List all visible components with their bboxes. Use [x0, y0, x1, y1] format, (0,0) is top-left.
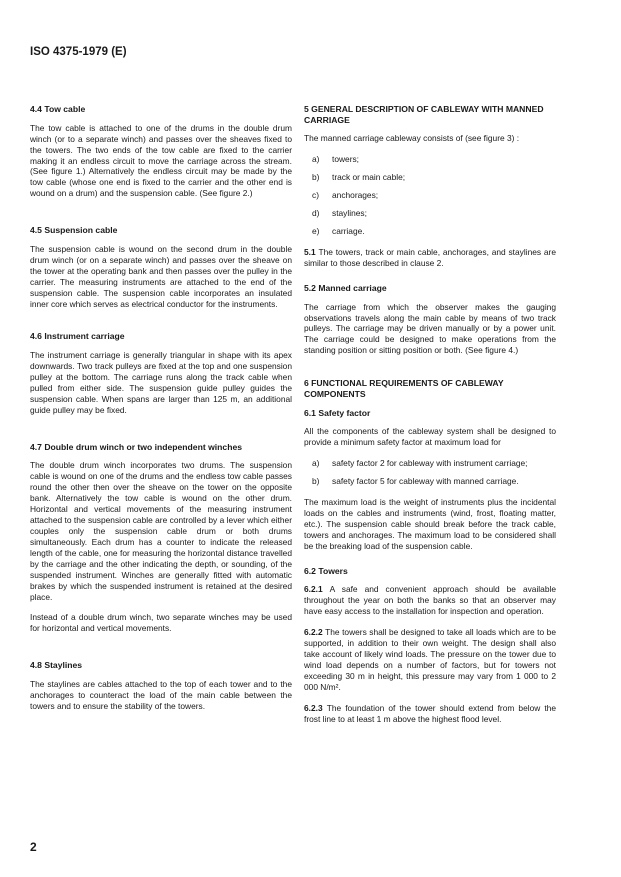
section-heading: 4.5 Suspension cable: [30, 225, 118, 236]
list-item: a) safety factor 2 for cableway with instrument carriage;: [312, 458, 528, 469]
section-heading: 6.2 Towers: [304, 565, 348, 576]
section-4-6: [30, 331, 292, 415]
paragraph: The double drum winch incorporates two drums. The suspension cable is wound on one of the drums and the endless tow cable passes round the other then over the sheave on the tower on the opposite bank. Alternatively the tow cable is wound on the other drum. Horizontal and vertical movements of the measuring instrument attached to the suspension cable are controlled by a lever which either couples only the suspension cable drum or both drums simultaneously. Each drum has a counter to indicate the released length of the cable, one for measuring the horizontal distance travelled by the carriage and the other indicating the depth, or sounding, of the suspended instrument. Winches are generally fitted with automatic brakes by which the suspended instrument is retained at the desired place.: [30, 460, 292, 602]
list-item: c) anchorages;: [312, 190, 379, 201]
section-6: [304, 378, 556, 399]
section-heading: 5 GENERAL DESCRIPTION OF CABLEWAY WITH MANNED CARRIAGE: [304, 104, 544, 125]
list-item: d) staylines;: [312, 208, 367, 219]
section-heading: 6 FUNCTIONAL REQUIREMENTS OF CABLEWAY COMPONENTS: [304, 378, 504, 399]
section-4-8: [30, 660, 292, 712]
section-6-2: [304, 566, 556, 725]
page-number: 2: [30, 840, 37, 854]
section-4-7: [30, 442, 292, 635]
paragraph: 6.2.2 The towers shall be designed to take all loads which are to be supported, in addition to their own weight. The design shall also take account of likely wind loads. The pressure on the tower due to wind load depends on a number of factors, but for towers not exceeding 30 m in height, this pressure may vary from 1 000 to 2 000 N/m².: [304, 627, 556, 692]
section-heading: 4.7 Double drum winch or two independent winches: [30, 441, 242, 452]
section-5: [304, 104, 556, 237]
section-6-1: [304, 408, 556, 552]
right-column: [304, 104, 556, 735]
paragraph: 6.2.1 A safe and convenient approach should be available throughout the year on both the banks so that an observer may have easy access to the installation for inspection and operation.: [304, 584, 557, 617]
section-heading: 6.1 Safety factor: [304, 407, 371, 418]
section-heading: 5.2 Manned carriage: [304, 282, 387, 293]
section-4-4: [30, 104, 292, 199]
safety-factor-list: [304, 458, 556, 487]
list-item: b) safety factor 5 for cableway with manned carriage.: [312, 476, 519, 487]
list-item: b) track or main cable;: [312, 172, 406, 183]
section-heading: 4.8 Staylines: [30, 660, 83, 671]
list-item: a) towers;: [312, 154, 359, 165]
paragraph: The staylines are cables attached to the top of each tower and to the anchorages to counteract the load of the main cable between the towers and to ensure the stability of the towers.: [30, 679, 292, 711]
section-heading: 4.4 Tow cable: [30, 104, 86, 114]
document-header: ISO 4375-1979 (E): [30, 46, 127, 58]
paragraph: The instrument carriage is generally triangular in shape with its apex downwards. Two track pulleys are fixed at the top and one suspension pulley at the bottom. The carriage runs along the track cable when pulled from either side. The suspension guide pulley guides the suspension cable. When spans are larger than 125 m, an additional guide pulley may be fixed.: [30, 350, 292, 415]
paragraph: 6.2.3 The foundation of the tower should extend from below the frost line to at least 1 m above the highest flood level.: [304, 702, 556, 724]
paragraph: The maximum load is the weight of instruments plus the incidental loads on the cables and instruments (wind, frost, floating matter, etc.). The suspension cable should break before the track cable, towers and anchorages. The maximum load to be considered shall be the breaking load of the suspension cable.: [304, 497, 556, 551]
section-5-2: [304, 283, 556, 356]
section-4-5: [30, 225, 292, 309]
paragraph: All the components of the cableway system shall be designed to provide a minimum safety factor at maximum load for: [304, 426, 556, 448]
left-column: [30, 104, 292, 722]
section-5-1: [304, 247, 556, 269]
paragraph: The manned carriage cableway consists of (see figure 3) :: [304, 133, 520, 144]
paragraph: Instead of a double drum winch, two separate winches may be used for horizontal and vertical movements.: [30, 612, 292, 634]
paragraph: The tow cable is attached to one of the drums in the double drum winch (or to a separate winch) and passes over the sheaves fixed to the towers. The two ends of the tow cable are fixed to the carrier making it an endless circuit to move the carriage across the stream. (See figure 1.) Alternatively the endless circuit may be made by the tow cable (whose one end is fixed to the carrier and the other end is wound on a drum) and the suspension cable. (See figure 2.): [30, 122, 292, 199]
paragraph: 5.1 The towers, track or main cable, anchorages, and staylines are similar to those described in clause 2.: [304, 247, 556, 268]
list-item: e) carriage.: [312, 226, 365, 237]
component-list: [304, 154, 556, 237]
paragraph: The suspension cable is wound on the second drum in the double drum winch (or on a separate winch) and passes over the sheave on the tower at the operating bank and then passes over the pulley in the carrier. The measuring instruments are attached to the end of the suspension cable. The suspension cable incorporates an insulated inner core which serves as electrical conductor for the instruments.: [30, 243, 292, 309]
paragraph: The carriage from which the observer makes the gauging observations travels along the main cable by means of two track pulleys. The carriage may be driven manually or by a power unit. The carriage could be designed to make operations from the standing position or sitting position or both. (See figure 4.): [304, 301, 556, 356]
section-heading: 4.6 Instrument carriage: [30, 331, 125, 342]
